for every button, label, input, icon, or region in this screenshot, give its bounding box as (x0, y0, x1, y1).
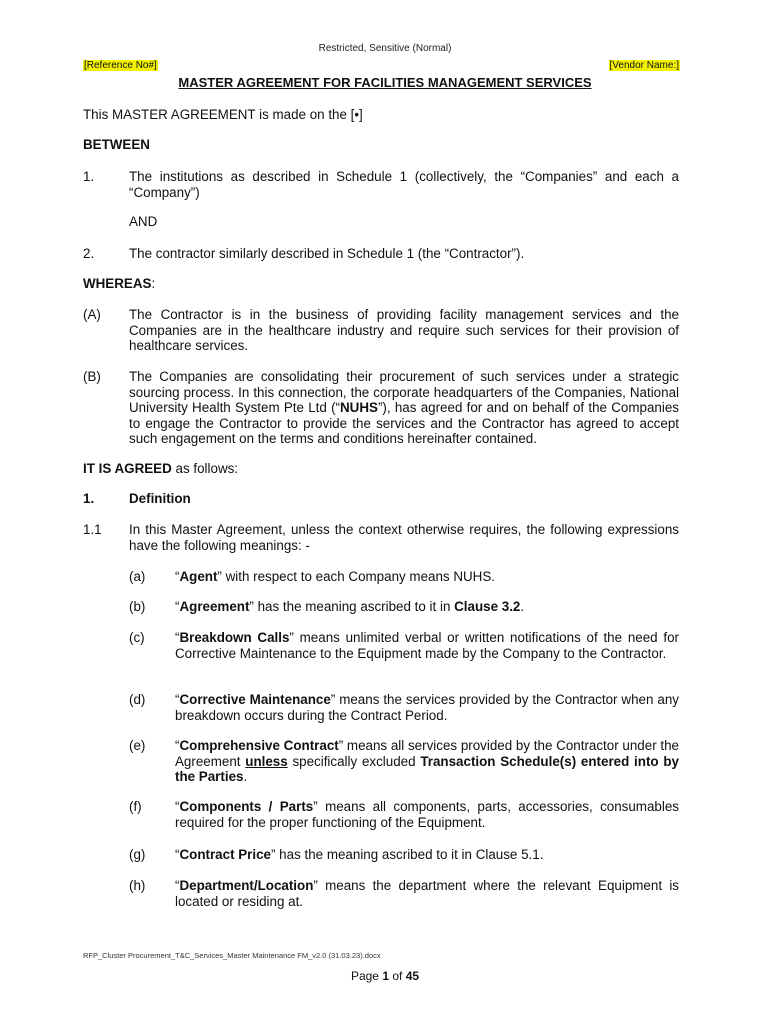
party-1-number: 1. (83, 169, 95, 184)
reference-no-text: [Reference No#] (84, 60, 157, 71)
vendor-name-field (609, 55, 680, 73)
vendor-name-text: [Vendor Name:] (609, 60, 679, 71)
section-1-number: 1. (83, 491, 95, 506)
recital-a-text: The Contractor is in the business of providing facility management services and the Companies are in the healthcare industry and require such services for their provision of healthcare services. (129, 307, 679, 354)
document-title: MASTER AGREEMENT FOR FACILITIES MANAGEMENT SERVICES (178, 75, 592, 90)
party-1-text: The institutions as described in Schedule 1 (collectively, the “Companies” and each a “Company”) (129, 169, 679, 200)
and-separator: AND (129, 214, 158, 229)
definition-g-text: “Contract Price” has the meaning ascribed to it in Clause 5.1. (175, 847, 544, 862)
section-1-title: Definition (129, 491, 191, 506)
definition-h-text: “Department/Location” means the department where the relevant Equipment is located or residing at. (175, 878, 679, 909)
clause-1-1-text: In this Master Agreement, unless the context otherwise requires, the following expressions have the following meanings: - (129, 522, 679, 553)
whereas-heading: WHEREAS: (83, 276, 156, 291)
clause-1-1-number: 1.1 (83, 522, 102, 537)
definition-f-label: (f) (129, 799, 142, 814)
definition-c-label: (c) (129, 630, 145, 645)
definition-b-label: (b) (129, 599, 146, 614)
definition-h-label: (h) (129, 878, 146, 893)
footer-filename: RFP_Cluster Procurement_T&C_Services_Master Maintenance FM_v2.0 (31.03.23).docx (83, 951, 381, 960)
reference-no-field (83, 55, 158, 73)
recital-b-text: The Companies are consolidating their procurement of such services under a strategic sourcing process. In this connection, the corporate headquarters of the Companies, National University Health System Pte Ltd (“NUHS”), has agreed for and on behalf of the Companies to engage the Contractor to provide the services and the Contractor has agreed to accept such engagement on the terms and conditions hereinafter contained. (129, 369, 679, 447)
definition-d-text: “Corrective Maintenance” means the services provided by the Contractor when any breakdown occurs during the Contract Period. (175, 692, 679, 723)
definition-b-text: “Agreement” has the meaning ascribed to it in Clause 3.2. (175, 599, 525, 614)
party-2-number: 2. (83, 246, 95, 261)
party-2-text: The contractor similarly described in Schedule 1 (the “Contractor”). (129, 246, 525, 261)
classification-label: Restricted, Sensitive (Normal) (318, 43, 452, 54)
agreed-statement: IT IS AGREED as follows: (83, 461, 239, 476)
intro-paragraph: This MASTER AGREEMENT is made on the [•] (83, 107, 363, 122)
recital-a-label: (A) (83, 307, 101, 322)
definition-f-text: “Components / Parts” means all components, parts, accessories, consumables required for the proper functioning of the Equipment. (175, 799, 679, 830)
definition-g-label: (g) (129, 847, 146, 862)
recital-b-label: (B) (83, 369, 101, 384)
definition-e-label: (e) (129, 738, 146, 753)
definition-d-label: (d) (129, 692, 146, 707)
page-number: Page 1 of 45 (350, 969, 420, 983)
between-heading: BETWEEN (83, 137, 150, 152)
definition-e-text: “Comprehensive Contract” means all services provided by the Contractor under the Agreement unless specifically excluded Transaction Schedule(s) entered into by the Parties. (175, 738, 680, 785)
definition-c-text: “Breakdown Calls” means unlimited verbal or written notifications of the need for Corrective Maintenance to the Equipment made by the Company to the Contractor. (175, 630, 680, 661)
definition-a-label: (a) (129, 569, 146, 584)
definition-a-text: “Agent” with respect to each Company means NUHS. (175, 569, 496, 584)
